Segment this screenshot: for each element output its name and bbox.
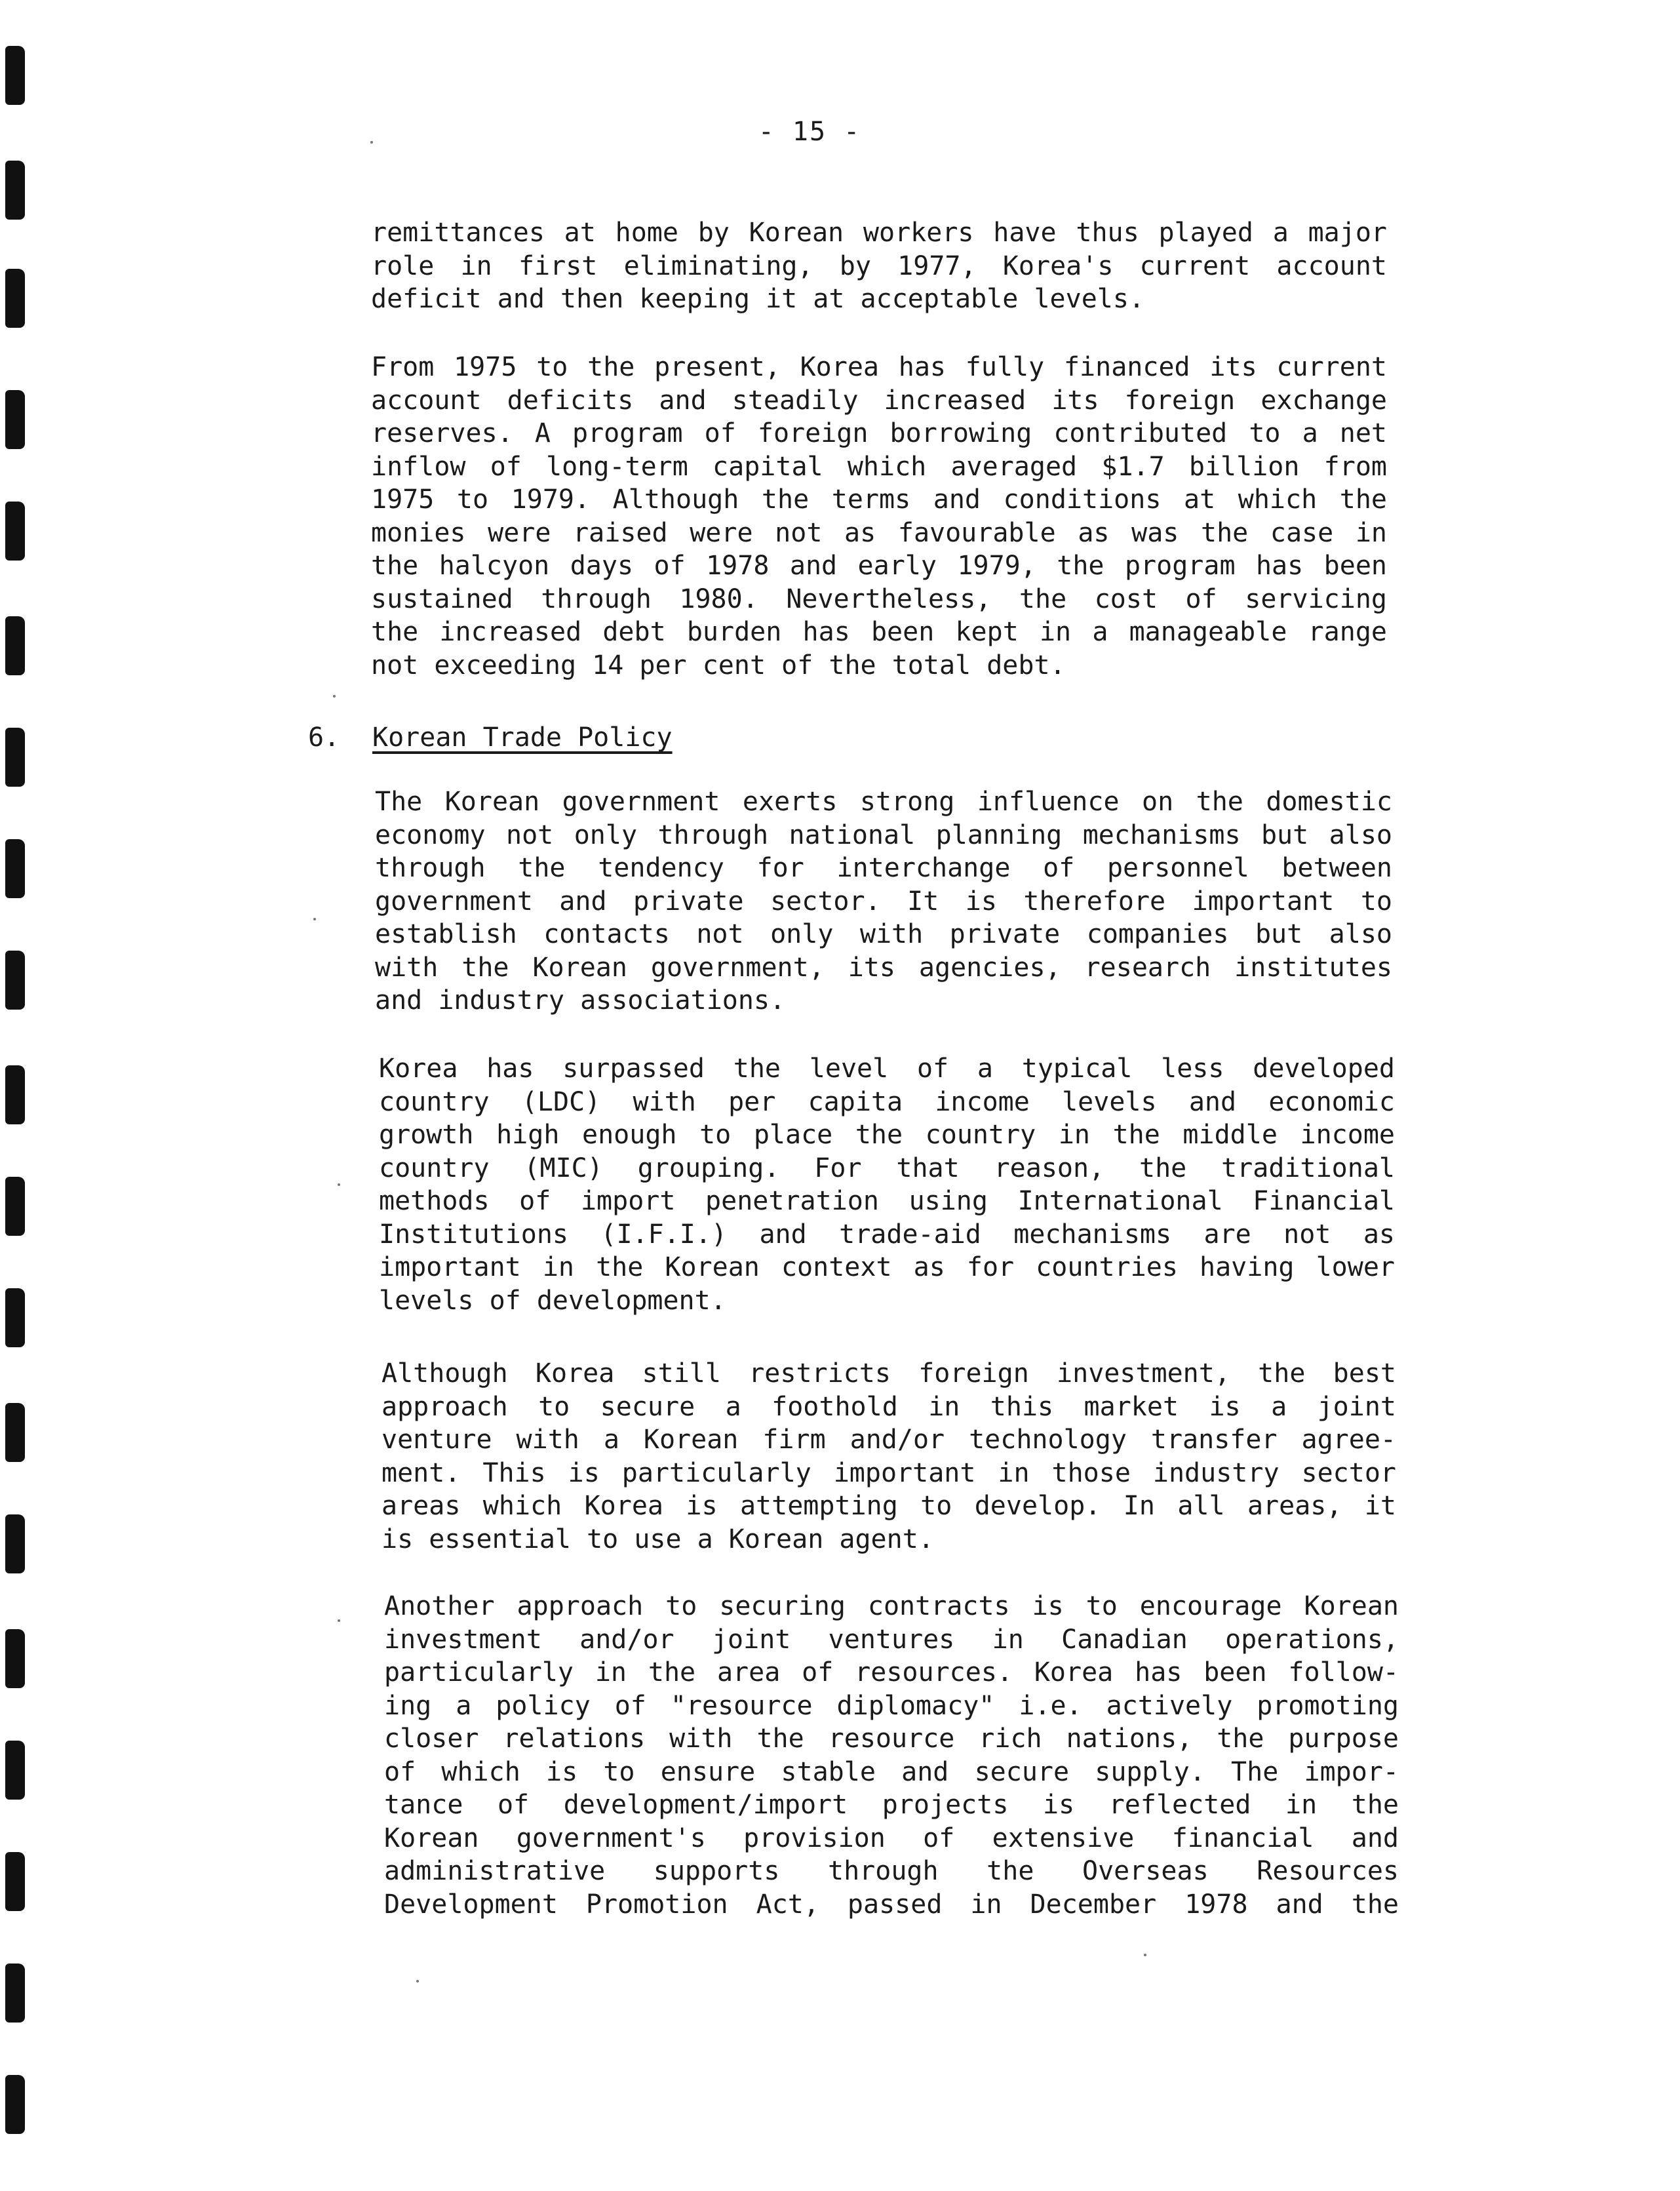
page-number: - 15 - bbox=[758, 117, 861, 147]
text-line: venture with a Korean firm and/or technology transfer agree- bbox=[381, 1425, 1396, 1455]
text-line: investment and/or joint ventures in Canadian operations, bbox=[384, 1624, 1399, 1655]
text-line: Korea has surpassed the level of a typical less developed bbox=[379, 1054, 1395, 1084]
scan-speck bbox=[313, 918, 316, 920]
text-line: with the Korean government, its agencies, research institutes bbox=[375, 952, 1392, 983]
binding-hole-mark bbox=[5, 269, 25, 328]
binding-hole-mark bbox=[5, 1852, 25, 1911]
binding-hole-mark bbox=[5, 1964, 25, 2023]
scan-speck bbox=[338, 1619, 340, 1622]
binding-hole-mark bbox=[5, 951, 25, 1010]
text-line: sustained through 1980. Nevertheless, the cost of servicing bbox=[371, 583, 1387, 614]
scan-speck bbox=[370, 141, 373, 144]
text-line: Development Promotion Act, passed in December 1978 and the bbox=[384, 1889, 1399, 1920]
text-line: and industry associations. bbox=[375, 985, 786, 1016]
text-line: Korean government's provision of extensive financial and bbox=[384, 1823, 1399, 1853]
text-line: is essential to use a Korean agent. bbox=[381, 1524, 934, 1554]
binding-hole-mark bbox=[5, 502, 25, 561]
paragraph bbox=[379, 1052, 1395, 1317]
text-line: monies were raised were not as favourable as was the case in bbox=[371, 517, 1387, 548]
paragraph bbox=[381, 1357, 1396, 1556]
text-line: administrative supports through the Overseas Resources bbox=[384, 1856, 1399, 1886]
text-line: Another approach to securing contracts is to encourage Korean bbox=[384, 1591, 1399, 1621]
text-line: Institutions (I.F.I.) and trade-aid mechanisms are not as bbox=[379, 1219, 1395, 1250]
scan-speck bbox=[338, 1183, 340, 1186]
text-line: important in the Korean context as for countries having lower bbox=[379, 1252, 1395, 1282]
scan-speck bbox=[333, 695, 336, 698]
binding-hole-mark bbox=[5, 1514, 25, 1573]
binding-hole-mark bbox=[5, 1403, 25, 1462]
text-line: Although Korea still restricts foreign investment, the best bbox=[381, 1358, 1396, 1389]
text-line: inflow of long-term capital which averaged $1.7 billion from bbox=[371, 451, 1387, 482]
binding-hole-mark bbox=[5, 616, 25, 675]
scan-speck bbox=[1144, 1954, 1146, 1956]
text-line: areas which Korea is attempting to develop. In all areas, it bbox=[381, 1491, 1396, 1521]
text-line: economy not only through national planning mechanisms but also bbox=[375, 819, 1392, 850]
text-line: government and private sector. It is therefore important to bbox=[375, 886, 1392, 917]
scan-speck bbox=[416, 1980, 419, 1983]
text-line: role in first eliminating, by 1977, Korea's current account bbox=[371, 250, 1387, 281]
text-line: account deficits and steadily increased its foreign exchange bbox=[371, 385, 1387, 416]
text-line: the increased debt burden has been kept in a manageable range bbox=[371, 617, 1387, 647]
binding-hole-mark bbox=[5, 1288, 25, 1347]
text-line: particularly in the area of resources. Korea has been follow- bbox=[384, 1657, 1399, 1688]
binding-hole-mark bbox=[5, 1741, 25, 1800]
text-line: country (LDC) with per capita income levels and economic bbox=[379, 1086, 1395, 1117]
text-line: of which is to ensure stable and secure supply. The impor- bbox=[384, 1756, 1399, 1787]
text-line: 1975 to 1979. Although the terms and conditions at which the bbox=[371, 484, 1387, 515]
text-line: approach to secure a foothold in this market is a joint bbox=[381, 1391, 1396, 1422]
text-line: From 1975 to the present, Korea has fully financed its current bbox=[371, 352, 1387, 382]
text-line: ment. This is particularly important in those industry sector bbox=[381, 1457, 1396, 1488]
binding-hole-mark bbox=[5, 161, 25, 220]
text-line: methods of import penetration using International Financial bbox=[379, 1186, 1395, 1216]
paragraph bbox=[375, 785, 1392, 1017]
text-line: not exceeding 14 per cent of the total debt. bbox=[371, 650, 1066, 681]
binding-hole-mark bbox=[5, 46, 25, 105]
section-number: 6. bbox=[308, 722, 340, 753]
text-line: closer relations with the resource rich nations, the purpose bbox=[384, 1724, 1399, 1754]
text-line: tance of development/import projects is reflected in the bbox=[384, 1790, 1399, 1820]
binding-hole-mark bbox=[5, 728, 25, 787]
binding-hole-mark bbox=[5, 1629, 25, 1688]
paragraph bbox=[371, 351, 1387, 682]
text-line: country (MIC) grouping. For that reason, the traditional bbox=[379, 1153, 1395, 1183]
text-line: growth high enough to place the country in the middle income bbox=[379, 1120, 1395, 1150]
section-title: Korean Trade Policy bbox=[372, 722, 673, 753]
paragraph bbox=[384, 1590, 1399, 1921]
paragraph bbox=[371, 216, 1387, 316]
binding-hole-mark bbox=[5, 1065, 25, 1124]
binding-hole-mark bbox=[5, 390, 25, 449]
text-line: The Korean government exerts strong influence on the domestic bbox=[375, 787, 1392, 817]
text-line: levels of development. bbox=[379, 1285, 726, 1316]
text-line: ing a policy of "resource diplomacy" i.e. actively promoting bbox=[384, 1690, 1399, 1721]
binding-hole-mark bbox=[5, 1177, 25, 1236]
text-line: through the tendency for interchange of personnel between bbox=[375, 853, 1392, 883]
binding-hole-mark bbox=[5, 839, 25, 898]
text-line: reserves. A program of foreign borrowing contributed to a net bbox=[371, 418, 1387, 448]
text-line: deficit and then keeping it at acceptable levels. bbox=[371, 284, 1145, 314]
text-line: remittances at home by Korean workers have thus played a major bbox=[371, 218, 1387, 248]
text-line: the halcyon days of 1978 and early 1979, the program has been bbox=[371, 551, 1387, 581]
text-line: establish contacts not only with private companies but also bbox=[375, 919, 1392, 949]
binding-hole-mark bbox=[5, 2075, 25, 2134]
